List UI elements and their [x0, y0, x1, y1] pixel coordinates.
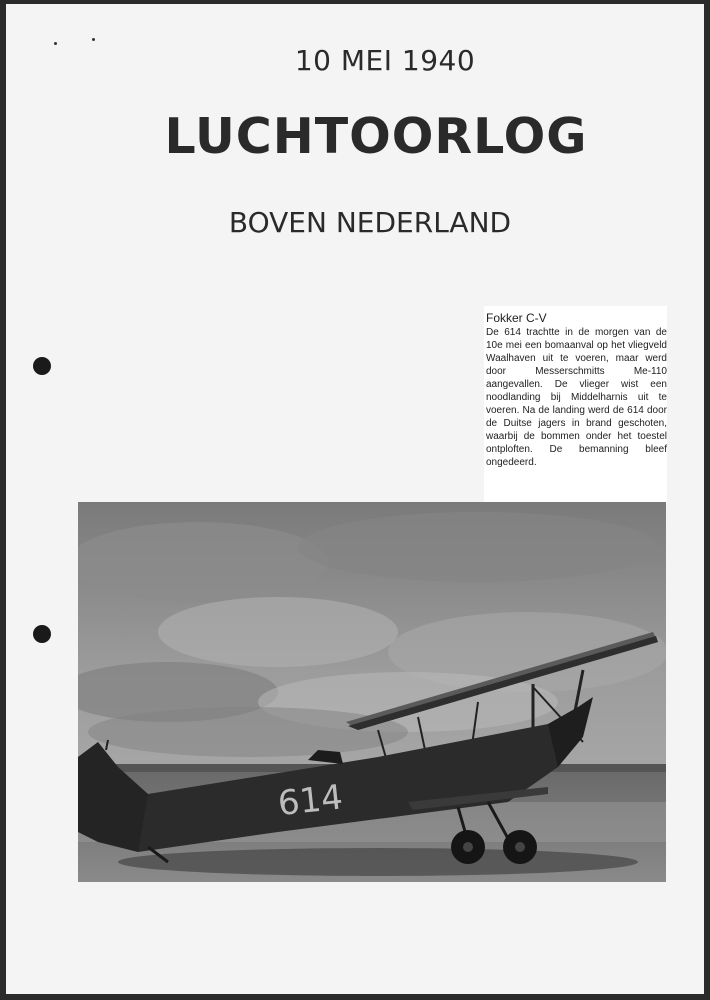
aircraft-number-label: 614 [275, 777, 345, 825]
punch-hole-top [33, 357, 51, 375]
punch-hole-bottom [33, 625, 51, 643]
caption-body: De 614 trachtte in de morgen van de 10e mei een bomaanval op het vliegveld Waalhaven uit te voeren, maar werd door Messerschmitts Me-110 aangevallen. De vlieger wist een noodlanding bij Middelharnis uit te voeren. Na de landing werd de 614 door de Duitse jagers in brand geschoten, waarbij de bommen onder het toestel ontploften. De bemanning bleef ongedeerd. [486, 327, 667, 468]
caption-title: Fokker C-V [486, 311, 547, 325]
aircraft-photo [78, 502, 666, 882]
aircraft-photo-illustration [78, 502, 666, 882]
photo-caption [484, 306, 667, 504]
page-title: LUCHTOORLOG [164, 108, 588, 165]
speck [92, 38, 95, 41]
page-subtitle: BOVEN NEDERLAND [228, 206, 512, 239]
date-heading: 10 MEI 1940 [294, 44, 476, 77]
document-page [6, 4, 704, 994]
